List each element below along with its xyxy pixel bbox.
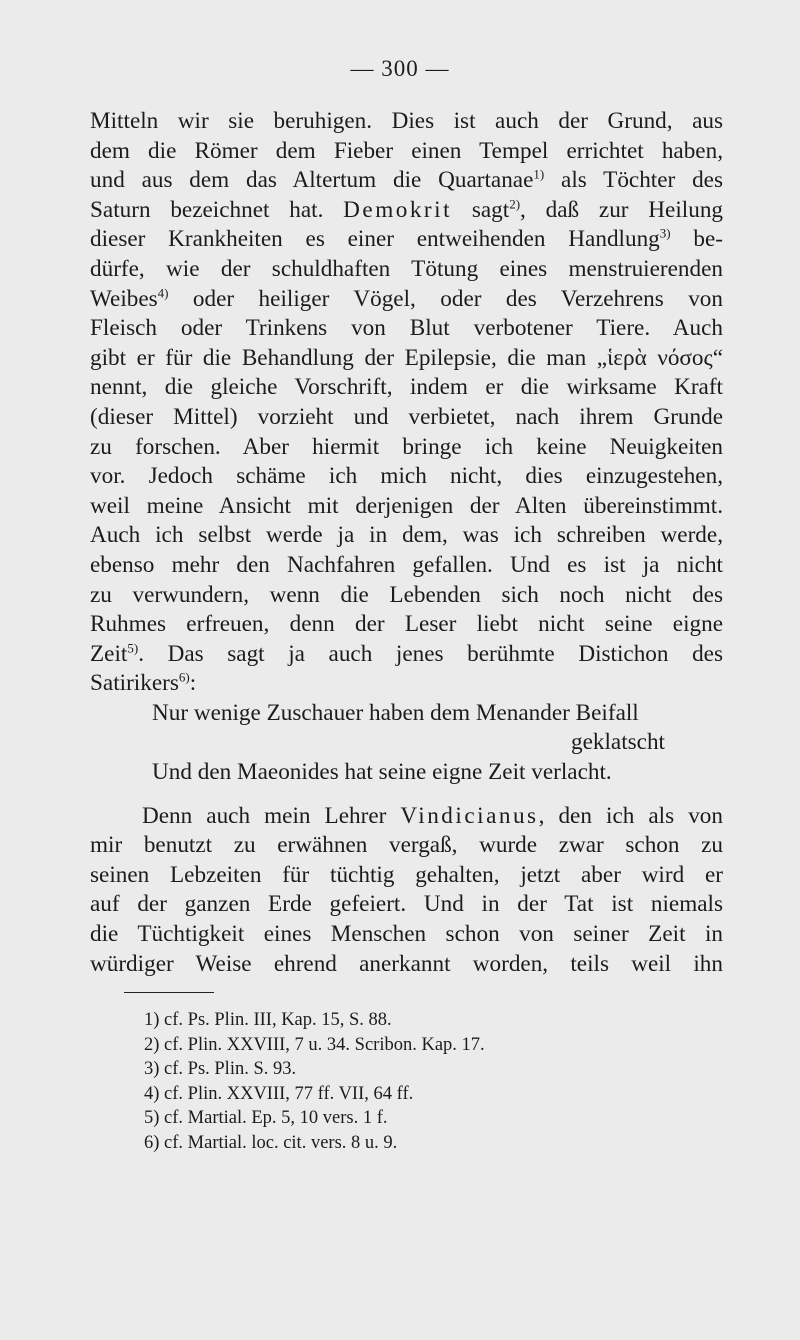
footnote: 5) cf. Martial. Ep. 5, 10 vers. 1 f. xyxy=(144,1108,388,1129)
text-line: nennt, die gleiche Vorschrift, indem er die wirksame Kraft xyxy=(90,374,723,401)
footnote-ref: 1) xyxy=(533,166,545,182)
verse-line: Und den Maeonides hat seine eigne Zeit verlacht. xyxy=(152,759,612,786)
footnote-ref: 5) xyxy=(127,639,139,655)
text-line: mir benutzt zu erwähnen vergaß, wurde zwar schon zu xyxy=(90,832,723,859)
footnote: 2) cf. Plin. XXVIII, 7 u. 34. Scribon. Kap. 17. xyxy=(144,1034,485,1055)
footnote-divider xyxy=(124,992,214,993)
text-line: würdiger Weise ehrend anerkannt worden, teils weil ihn xyxy=(90,950,723,977)
footnotes xyxy=(144,1008,664,1156)
text-line: Ruhmes erfreuen, denn der Leser liebt nicht seine eigne xyxy=(90,611,723,638)
text-line: Auch ich selbst werde ja in dem, was ich schreiben werde, xyxy=(90,522,723,549)
text-line: dem die Römer dem Fieber einen Tempel errichtet haben, xyxy=(90,137,723,164)
verse-line: Nur wenige Zuschauer haben dem Menander Beifall xyxy=(152,699,639,726)
text-line: und aus dem das Altertum die Quartanae$^{1)}$ als Töchter des xyxy=(90,166,723,194)
text-line: die Tüchtigkeit eines Menschen schon von seiner Zeit in xyxy=(90,921,723,948)
verse-line-continuation: geklatscht xyxy=(570,729,665,756)
text-line: (dieser Mittel) vorzieht und verbietet, nach ihrem Grunde xyxy=(90,403,723,430)
text-line: Denn auch mein Lehrer Vindicianus, den ich als von xyxy=(142,802,723,829)
text-line: zu verwundern, wenn die Lebenden sich noch nicht des xyxy=(90,581,723,608)
footnote: 4) cf. Plin. XXVIII, 77 ff. VII, 64 ff. xyxy=(144,1083,414,1104)
text-line: seinen Lebzeiten für tüchtig gehalten, jetzt aber wird er xyxy=(90,861,723,888)
footnote-ref: 6) xyxy=(178,669,190,685)
text-line: Fleisch oder Trinkens von Blut verbotener Tiere. Auch xyxy=(90,315,723,342)
footnote-ref: 2) xyxy=(509,196,521,212)
spaced-name-vindicianus: Vindicianus xyxy=(400,802,539,829)
page-number: — 300 — xyxy=(350,56,450,81)
footnote: 3) cf. Ps. Plin. S. 93. xyxy=(144,1059,297,1080)
text-line: auf der ganzen Erde gefeiert. Und in der Tat ist niemals xyxy=(90,891,723,918)
text-line: Saturn bezeichnet hat. Demokrit sagt$^{2)}$, daß zur Heilung xyxy=(90,196,724,223)
text-line: gibt er für die Behandlung der Epilepsie, die man „ἱερὰ νόσος“ xyxy=(90,344,723,371)
spaced-name-demokrit: Demokrit xyxy=(343,196,453,223)
footnote: 1) cf. Ps. Plin. III, Kap. 15, S. 88. xyxy=(144,1010,392,1030)
footnote-ref: 4) xyxy=(157,284,169,300)
text-line: vor. Jedoch schäme ich mich nicht, dies einzugestehen, xyxy=(90,463,723,490)
footnote-ref: 3) xyxy=(659,225,671,241)
main-text xyxy=(90,107,723,979)
text-line: weil meine Ansicht mit derjenigen der Alten übereinstimmt. xyxy=(90,492,723,519)
text-line: Zeit$^{5)}$. Das sagt ja auch jenes berühmte Distichon des xyxy=(90,639,723,667)
text-line: Mitteln wir sie beruhigen. Dies ist auch der Grund, aus xyxy=(90,108,723,134)
text-line: dieser Krankheiten es einer entweihenden Handlung$^{3)}$ be- xyxy=(90,225,724,253)
footnote: 6) cf. Martial. loc. cit. vers. 8 u. 9. xyxy=(144,1132,398,1153)
text-line: zu forschen. Aber hiermit bringe ich keine Neuigkeiten xyxy=(90,433,723,460)
text-line: Satirikers$^{6)}$: xyxy=(90,669,197,697)
text-line: Weibes$^{4)}$ oder heiliger Vögel, oder des Verzehrens von xyxy=(90,284,723,312)
text-line: ebenso mehr den Nachfahren gefallen. Und es ist ja nicht xyxy=(90,551,723,578)
text-line: dürfe, wie der schuldhaften Tötung eines menstruierenden xyxy=(90,255,723,282)
